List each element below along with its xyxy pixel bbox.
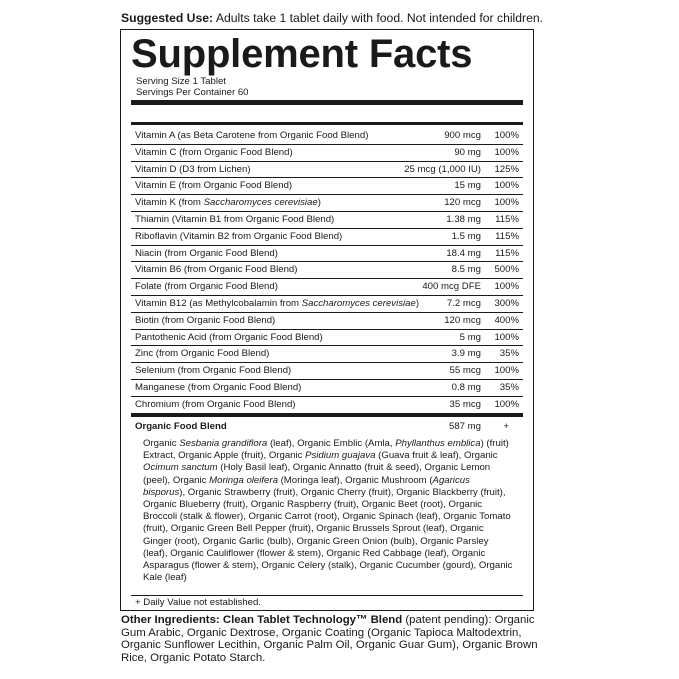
blend-divider	[131, 413, 523, 417]
nutrient-name: Vitamin D (D3 from Lichen)	[135, 163, 251, 175]
footnote-divider	[131, 595, 523, 596]
nutrient-amount: 35 mcg	[449, 398, 481, 410]
nutrient-daily-value: 400%	[494, 314, 519, 326]
nutrient-daily-value: 100%	[494, 398, 519, 410]
nutrient-row	[131, 313, 523, 330]
suggested-use-label: Suggested Use:	[121, 11, 214, 25]
nutrient-daily-value: 100%	[494, 146, 519, 158]
nutrient-row	[131, 380, 523, 397]
blend-header-row	[131, 419, 523, 435]
nutrient-row	[131, 279, 523, 296]
serving-size: Serving Size 1 Tablet	[136, 76, 226, 87]
nutrient-row	[131, 397, 523, 414]
other-ingredients-label: Other Ingredients:	[121, 614, 220, 626]
nutrient-amount: 120 mcg	[444, 314, 481, 326]
nutrient-name: Vitamin B6 (from Organic Food Blend)	[135, 264, 298, 276]
nutrient-daily-value: 35%	[499, 348, 519, 360]
other-ingredients-text: (patent pending): Organic Gum Arabic, Organic Dextrose, Organic Coating (Organic Tapioca Maltodextrin, Organic Sunflower Lecithin, Organic Palm Oil, Organic Guar Gum), Organic Brown Rice, Organic Potato Starch.	[121, 614, 538, 664]
nutrient-amount: 3.9 mg	[451, 348, 481, 360]
blend-amount: 587 mg	[449, 421, 481, 432]
nutrient-name: Selenium (from Organic Food Blend)	[135, 365, 292, 377]
nutrient-daily-value: 125%	[494, 163, 519, 175]
nutrient-daily-value: 115%	[495, 213, 519, 225]
nutrient-daily-value: 100%	[494, 197, 519, 209]
nutrient-row	[131, 246, 523, 263]
nutrient-name: Vitamin E (from Organic Food Blend)	[135, 180, 293, 192]
nutrient-name: Pantothenic Acid (from Organic Food Blend)	[135, 331, 323, 343]
clean-tablet-blend-label: Clean Tablet Technology™ Blend	[222, 614, 403, 626]
blend-ingredients: Organic Sesbania grandiflora (leaf), Organic Emblic (Amla, Phyllanthus emblica) (fruit) Extract, Organic Apple (fruit), Organic Psidium guajava (Guava fruit & leaf), Organic Ocimum sanctum (Holy Basil leaf), Organic Annatto (fruit & seed), Organic Lemon (peel), Organic Moringa oleifera (Moringa leaf), Organic Mushroom (Agaricus bisporus), Organic Strawberry (fruit), Organic Cherry (fruit), Organic Blackberry (fruit), Organic Blueberry (fruit), Organic Raspberry (fruit), Organic Beet (root), Organic Broccoli (stalk & flower), Organic Carrot (root), Organic Spinach (leaf), Organic Tomato (fruit), Organic Green Bell Pepper (fruit), Organic Brussels Sprout (leaf), Organic Ginger (root), Organic Garlic (bulb), Organic Green Onion (bulb), Organic Parsley (leaf), Organic Cauliflower (flower & stem), Organic Red Cabbage (leaf), Organic Asparagus (flower & stem), Organic Celery (stalk), Organic Cucumber (gourd), Organic Kale (leaf)	[143, 438, 513, 584]
servings-per-container: Servings Per Container 60	[136, 87, 249, 98]
nutrient-amount: 25 mcg (1,000 IU)	[404, 163, 481, 175]
nutrient-row	[131, 229, 523, 246]
nutrient-row	[131, 212, 523, 229]
nutrient-daily-value: 100%	[494, 130, 519, 141]
nutrient-name: Vitamin C (from Organic Food Blend)	[135, 146, 293, 158]
nutrient-amount: 5 mg	[459, 331, 481, 343]
nutrient-name: Biotin (from Organic Food Blend)	[135, 314, 276, 326]
nutrient-amount: 8.5 mg	[451, 264, 481, 276]
nutrient-row	[131, 330, 523, 347]
nutrient-daily-value: 100%	[494, 365, 519, 377]
nutrient-amount: 55 mcg	[449, 365, 481, 377]
nutrient-name: Thiamin (Vitamin B1 from Organic Food Blend)	[135, 213, 335, 225]
nutrient-name: Manganese (from Organic Food Blend)	[135, 381, 302, 393]
nutrient-row	[131, 128, 523, 145]
nutrient-amount: 120 mcg	[444, 197, 481, 209]
serving-info	[136, 76, 249, 98]
nutrient-row	[131, 162, 523, 179]
nutrient-row	[131, 346, 523, 363]
nutrient-daily-value: 300%	[494, 297, 519, 309]
nutrient-daily-value: 100%	[494, 180, 519, 192]
nutrient-amount: 90 mg	[454, 146, 481, 158]
nutrient-daily-value: 500%	[494, 264, 519, 276]
nutrient-daily-value: 115%	[495, 230, 519, 242]
nutrient-row	[131, 262, 523, 279]
suggested-use	[121, 10, 551, 26]
nutrient-amount: 7.2 mcg	[446, 297, 481, 309]
thick-divider	[131, 100, 523, 105]
panel-title: Supplement Facts	[131, 32, 473, 76]
header-divider	[131, 122, 523, 125]
blend-name: Organic Food Blend	[135, 421, 227, 432]
nutrient-amount: 400 mcg DFE	[422, 281, 481, 293]
nutrient-name: Riboflavin (Vitamin B2 from Organic Food Blend)	[135, 230, 343, 242]
nutrient-row	[131, 145, 523, 162]
nutrient-amount: 15 mg	[454, 180, 481, 192]
nutrient-amount: 0.8 mg	[451, 381, 481, 393]
nutrient-row	[131, 296, 523, 313]
nutrient-amount: 1.38 mg	[446, 213, 481, 225]
nutrient-row	[131, 195, 523, 212]
nutrient-name: Chromium (from Organic Food Blend)	[135, 398, 296, 410]
nutrient-row	[131, 363, 523, 380]
blend-dv: +	[503, 421, 509, 432]
suggested-use-text: Adults take 1 tablet daily with food. Not intended for children.	[213, 11, 544, 25]
nutrient-name: Niacin (from Organic Food Blend)	[135, 247, 278, 259]
nutrient-name: Folate (from Organic Food Blend)	[135, 281, 278, 293]
other-ingredients	[121, 614, 541, 664]
nutrient-name: Zinc (from Organic Food Blend)	[135, 348, 270, 360]
nutrient-name: Vitamin B12 (as Methylcobalamin from Saccharomyces cerevisiae)	[135, 297, 420, 309]
supplement-facts-panel	[120, 29, 534, 611]
nutrient-name: Vitamin A (as Beta Carotene from Organic Food Blend)	[135, 130, 369, 141]
nutrient-amount: 18.4 mg	[446, 247, 481, 259]
nutrient-name: Vitamin K (from Saccharomyces cerevisiae)	[135, 197, 321, 209]
nutrient-table	[131, 128, 523, 414]
nutrient-amount: 900 mcg	[444, 130, 481, 141]
nutrient-row	[131, 178, 523, 195]
nutrient-amount: 1.5 mg	[451, 230, 481, 242]
nutrient-daily-value: 100%	[494, 281, 519, 293]
nutrient-daily-value: 35%	[499, 381, 519, 393]
nutrient-daily-value: 100%	[494, 331, 519, 343]
nutrient-daily-value: 115%	[495, 247, 519, 259]
daily-value-footnote: + Daily Value not established.	[135, 597, 261, 608]
